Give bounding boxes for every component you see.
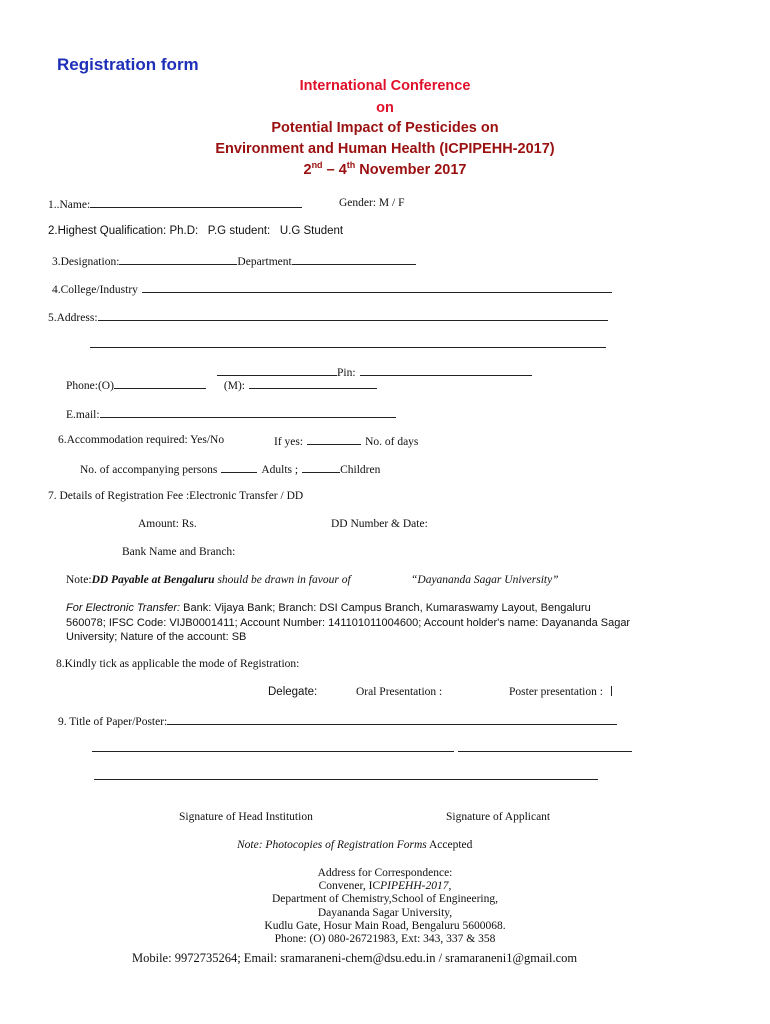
form-title: Registration form xyxy=(57,55,199,74)
phone-mobile-field[interactable] xyxy=(249,378,377,389)
conference-on: on xyxy=(376,100,394,116)
name-label: 1..Name: xyxy=(48,199,91,211)
designation-row xyxy=(52,254,416,268)
children-label: Children xyxy=(340,464,381,476)
mode-heading: 8.Kindly tick as applicable the mode of Registration: xyxy=(56,658,300,670)
college-label: 4.College/Industry xyxy=(52,284,138,296)
gender-label[interactable]: Gender: M / F xyxy=(339,197,405,209)
adults-label: Adults ; xyxy=(261,464,299,476)
poster-tick-box[interactable] xyxy=(611,686,612,696)
paper-title-field-2b[interactable] xyxy=(458,741,632,752)
bank-label[interactable]: Bank Name and Branch: xyxy=(122,546,236,558)
signature-applicant: Signature of Applicant xyxy=(446,811,551,823)
dd-number-label[interactable]: DD Number & Date: xyxy=(331,518,428,530)
oral-option[interactable]: Oral Presentation : xyxy=(356,686,443,698)
poster-option[interactable]: Poster presentation : xyxy=(509,686,612,698)
email-label: E.mail: xyxy=(66,409,100,421)
delegate-option[interactable]: Delegate: xyxy=(268,686,318,698)
address-row xyxy=(48,310,608,324)
accommodation-days-row xyxy=(274,434,418,448)
college-row xyxy=(52,282,612,296)
paper-title-row-3 xyxy=(94,769,598,783)
paper-title-field-3[interactable] xyxy=(94,769,598,780)
email-field[interactable] xyxy=(100,407,396,418)
photocopy-note: Note: Photocopies of Registration Forms Accepted xyxy=(237,839,473,851)
address-field-2[interactable] xyxy=(90,337,606,348)
qualification-label[interactable]: 2.Highest Qualification: Ph.D: P.G student: U.G Student xyxy=(48,225,344,237)
electronic-transfer-details: For Electronic Transfer: Bank: Vijaya Bank; Branch: DSI Campus Branch, Kumaraswamy Layout, Bengaluru 560078; IFSC Code: VIJB0001411; Account Number: 141101011004600; Account holder's name: Dayananda Sagar University; Nature of the account: SB xyxy=(66,602,631,643)
contact-mobile-email: Mobile: 9972735264; Email: sramaraneni-chem@dsu.edu.in / sramaraneni1@gmail.com xyxy=(132,951,578,965)
accompanying-label: No. of accompanying persons xyxy=(80,464,218,476)
paper-title-label: 9. Title of Paper/Poster: xyxy=(58,716,168,728)
phone-row xyxy=(66,378,377,392)
signature-head: Signature of Head Institution xyxy=(179,811,313,823)
name-row xyxy=(48,197,302,211)
name-field[interactable] xyxy=(90,197,302,208)
conference-topic: Potential Impact of Pesticides on xyxy=(271,120,499,136)
department-field[interactable] xyxy=(292,254,416,265)
conference-title: International Conference xyxy=(299,78,471,94)
accommodation-label[interactable]: 6.Accommodation required: Yes/No xyxy=(58,434,225,446)
designation-field[interactable] xyxy=(119,254,237,265)
correspondence-address: Address for Correspondence: Convener, ICPIPEHH-2017, Department of Chemistry,School of Engineering, Dayananda Sagar University, Kudlu Gate, Hosur Main Road, Bengaluru 5600068. Phone: (O) 080-26721983, Ext: 343, 337 & 358 xyxy=(264,867,506,946)
days-field[interactable] xyxy=(307,434,361,445)
address-field-1[interactable] xyxy=(98,310,608,321)
conference-topic-2: Environment and Human Health (ICPIPEHH-2017) xyxy=(215,141,555,157)
paper-title-row xyxy=(58,714,617,728)
paper-title-row-2 xyxy=(92,741,632,755)
department-label: Department xyxy=(237,256,292,268)
phone-mobile-label: (M): xyxy=(223,380,246,392)
dd-note: Note:DD Payable at Bengaluru should be drawn in favour of xyxy=(66,574,351,586)
amount-label[interactable]: Amount: Rs. xyxy=(138,518,197,530)
phone-office-label: Phone:(O) xyxy=(66,380,114,392)
dd-payee: “Dayananda Sagar University” xyxy=(411,574,559,586)
college-field[interactable] xyxy=(142,282,612,293)
address-label: 5.Address: xyxy=(48,312,98,324)
accompanying-row xyxy=(80,462,380,476)
if-yes-label: If yes: xyxy=(274,436,304,448)
children-field[interactable] xyxy=(302,462,340,473)
conference-dates: 2nd – 4th November 2017 xyxy=(303,160,467,178)
no-of-days-label: No. of days xyxy=(365,436,419,448)
fee-heading: 7. Details of Registration Fee :Electronic Transfer / DD xyxy=(48,490,304,502)
designation-label: 3.Designation: xyxy=(52,256,120,268)
email-row xyxy=(66,407,396,421)
pin-row xyxy=(217,365,532,379)
paper-title-field-1[interactable] xyxy=(167,714,617,725)
paper-title-field-2a[interactable] xyxy=(92,741,454,752)
pin-field[interactable] xyxy=(360,365,532,376)
address-field-3[interactable] xyxy=(217,365,337,376)
phone-office-field[interactable] xyxy=(114,378,206,389)
address-row-2 xyxy=(90,337,606,351)
pin-label: Pin: xyxy=(337,367,356,379)
adults-field[interactable] xyxy=(221,462,257,473)
